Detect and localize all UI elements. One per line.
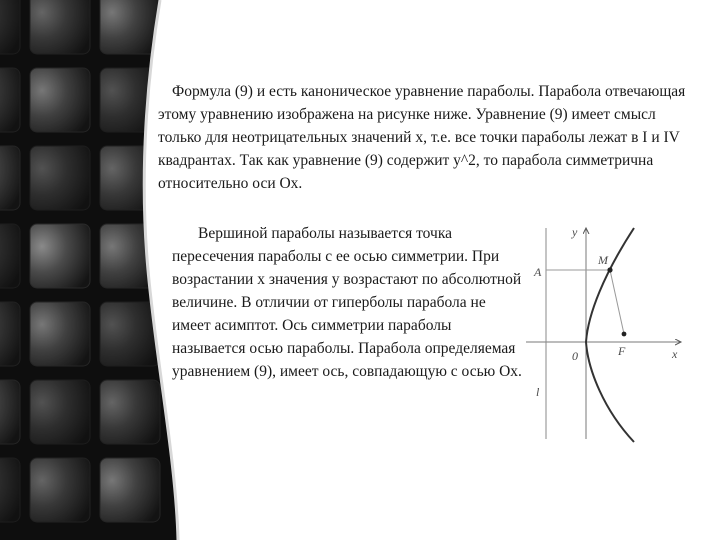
decorative-tile <box>100 224 160 288</box>
decorative-tile <box>30 380 90 444</box>
decorative-tile <box>30 0 90 54</box>
paragraph-canonical-equation: Формула (9) и есть каноническое уравнение параболы. Парабола отвечающая этому уравнению изображена на рисунке ниже. Уравнение (9) имеет смысл только для неотрицательных значений х, т.е. все точки параболы лежат в I и IV квадрантах. Так как уравнение (9) содержит y^2, то парабола симметрична относительно оси Ох. <box>158 83 686 192</box>
decorative-tile <box>0 458 20 522</box>
guide-line-m-f <box>610 270 624 334</box>
decorative-tile <box>0 146 20 210</box>
paragraph-parabola-vertex: Вершиной параболы называется точка пересечения параболы с ее осью симметрии. При возрастании х значения у возрастают по абсолютной величине. В отличии от гиперболы парабола не имеет асимптот. Ось симметрии параболы называется осью параболы. Парабола определяемая уравнением (9), имеет ось, совпадающую с осью Ох. <box>172 225 522 380</box>
point-m <box>607 267 612 272</box>
label-focus-f: F <box>618 344 626 358</box>
label-point-a: A <box>534 265 542 279</box>
decorative-tile <box>100 146 160 210</box>
decorative-tile <box>0 0 20 54</box>
parabola-figure <box>516 214 696 444</box>
decorative-tile <box>30 224 90 288</box>
decorative-tile <box>100 0 160 54</box>
decorative-tile <box>0 380 20 444</box>
decorative-tile <box>0 68 20 132</box>
decorative-tile <box>0 224 20 288</box>
decorative-tile <box>100 380 160 444</box>
label-point-m: M <box>598 253 608 267</box>
parabola-curve <box>586 228 634 442</box>
decorative-tile <box>0 302 20 366</box>
decorative-tile <box>30 68 90 132</box>
label-origin: 0 <box>572 349 578 363</box>
decorative-tile <box>30 458 90 522</box>
decorative-tile <box>100 458 160 522</box>
point-f <box>622 332 627 337</box>
label-y-axis: y <box>572 225 578 239</box>
decorative-tile <box>30 302 90 366</box>
label-directrix-l: l <box>536 385 540 399</box>
label-x-axis: x <box>672 347 678 361</box>
decorative-tile <box>30 146 90 210</box>
